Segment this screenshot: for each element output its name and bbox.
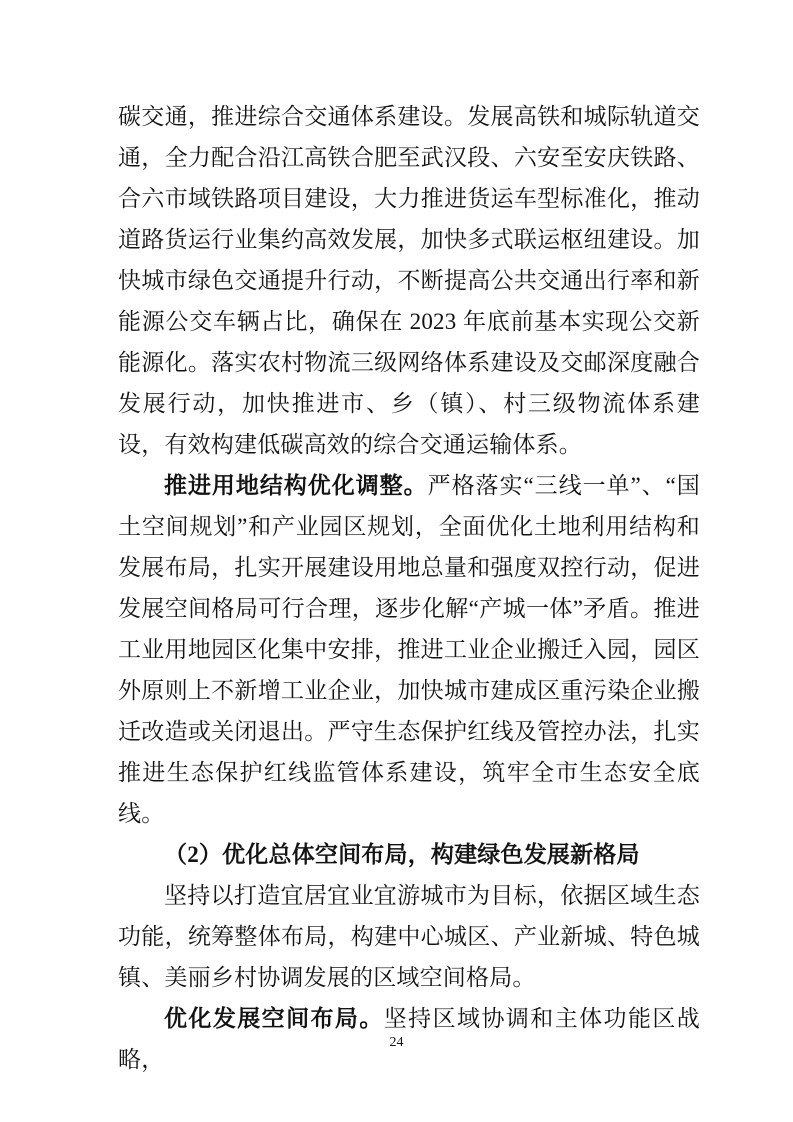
- page-number: 24: [389, 1035, 404, 1050]
- paragraph-transport: [118, 96, 700, 465]
- page-footer: [0, 1033, 793, 1051]
- paragraph-development-layout-lead: 优化发展空间布局。: [164, 1006, 384, 1031]
- paragraph-transport-text: 碳交通，推进综合交通体系建设。发展高铁和城际轨道交通，全力配合沿江高铁合肥至武汉段、六安至安庆铁路、合六市域铁路项目建设，大力推进货运车型标准化，推动道路货运行业集约高效发展，加快多式联运枢纽建设。加快城市绿色交通提升行动，不断提高公共交通出行率和新能源公交车辆占比，确保在 2023 年底前基本实现公交新能源化。落实农村物流三级网络体系建设及交邮深度融合发展行动，加快推进市、乡（镇）、村三级物流体系建设，有效构建低碳高效的综合交通运输体系。: [118, 104, 700, 457]
- paragraph-regional-layout-text: 坚持以打造宜居宜业宜游城市为目标，依据区域生态功能，统筹整体布局，构建中心城区、产业新城、特色城镇、美丽乡村协调发展的区域空间格局。: [118, 883, 700, 990]
- paragraph-land-structure-lead: 推进用地结构优化调整。: [164, 473, 428, 498]
- paragraph-land-structure-text: 严格落实“三线一单”、“国土空间规划”和产业园区规划，全面优化土地利用结构和发展布局，扎实开展建设用地总量和强度双控行动，促进发展空间格局可行合理，逐步化解“产城一体”矛盾。推进工业用地园区化集中安排，推进工业企业搬迁入园，园区外原则上不新增工业企业，加快城市建成区重污染企业搬迁改造或关闭退出。严守生态保护红线及管控办法，扎实推进生态保护红线监管体系建设，筑牢全市生态安全底线。: [118, 473, 700, 826]
- paragraph-land-structure: [118, 465, 700, 834]
- section-heading-2-text: （2）优化总体空间布局，构建绿色发展新格局: [164, 842, 640, 867]
- paragraph-development-layout-text: 坚持区域协调和主体功能区战略，: [118, 1006, 700, 1072]
- section-heading-2: [118, 834, 700, 875]
- paragraph-regional-layout: [118, 875, 700, 998]
- document-body: [118, 96, 700, 1080]
